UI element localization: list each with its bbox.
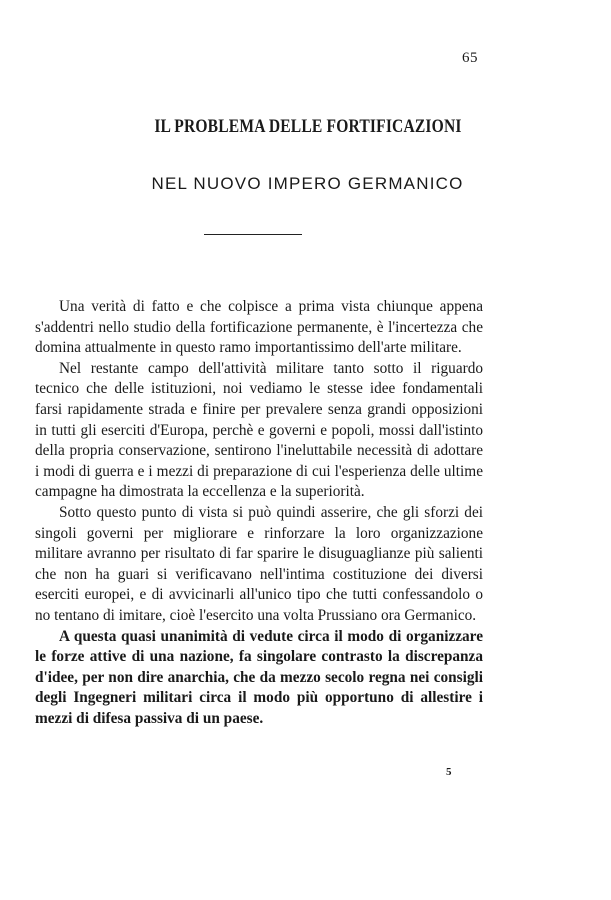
chapter-title: IL PROBLEMA DELLE FORTIFICAZIONI — [154, 116, 462, 137]
chapter-subtitle: NEL NUOVO IMPERO GERMANICO — [151, 174, 464, 193]
page-number: 65 — [462, 50, 478, 66]
paragraph-2: Nel restante campo dell'attività militare tanto sotto il riguardo tecnico che delle istituzioni, noi vediamo le stesse idee fondamentali farsi rapidamente strada e finire per prevalere senza grandi opposizioni in tutti gli eserciti d'Europa, perchè e governi e popoli, mossi dall'istinto della propria conservazione, sentirono l'ineluttabile necessità di adottare i modi di guerra e i mezzi di preparazione di cui l'esperienza delle ultime campagne ha dimostrata la eccellenza e la superiorità. — [35, 359, 483, 501]
paragraph-3: Sotto questo punto di vista si può quindi asserire, che gli sforzi dei singoli governi per migliorare e rinforzare la loro organizzazione militare avranno per risultato di far sparire le disuguaglianze più salienti che non ha guari si verificavano nell'intima costituzione dei diversi eserciti europei, e di avvicinarli all'unico tipo che tutti confessandolo o no tentano di imitare, cioè l'esercito una volta Prussiano ora Germanico. — [35, 503, 483, 624]
title-divider — [204, 234, 302, 235]
paragraph-1: Una verità di fatto e che colpisce a prima vista chiunque appena s'addentri nello studio della fortificazione permanente, è l'incertezza che domina attualmente in questo ramo importantissimo dell'arte militare. — [35, 298, 483, 357]
signature-mark: 5 — [446, 766, 452, 778]
paragraph-4: A questa quasi unanimità di vedute circa il modo di organizzare le forze attive di una nazione, fa singolare contrasto la discrepanza d'idee, per non dire anarchia, che da mezzo secolo regna nei consigli degli Ingegneri militari circa il modo più opportuno di allestire i mezzi di difesa passiva di un paese. — [35, 627, 483, 727]
body-text — [35, 297, 483, 729]
